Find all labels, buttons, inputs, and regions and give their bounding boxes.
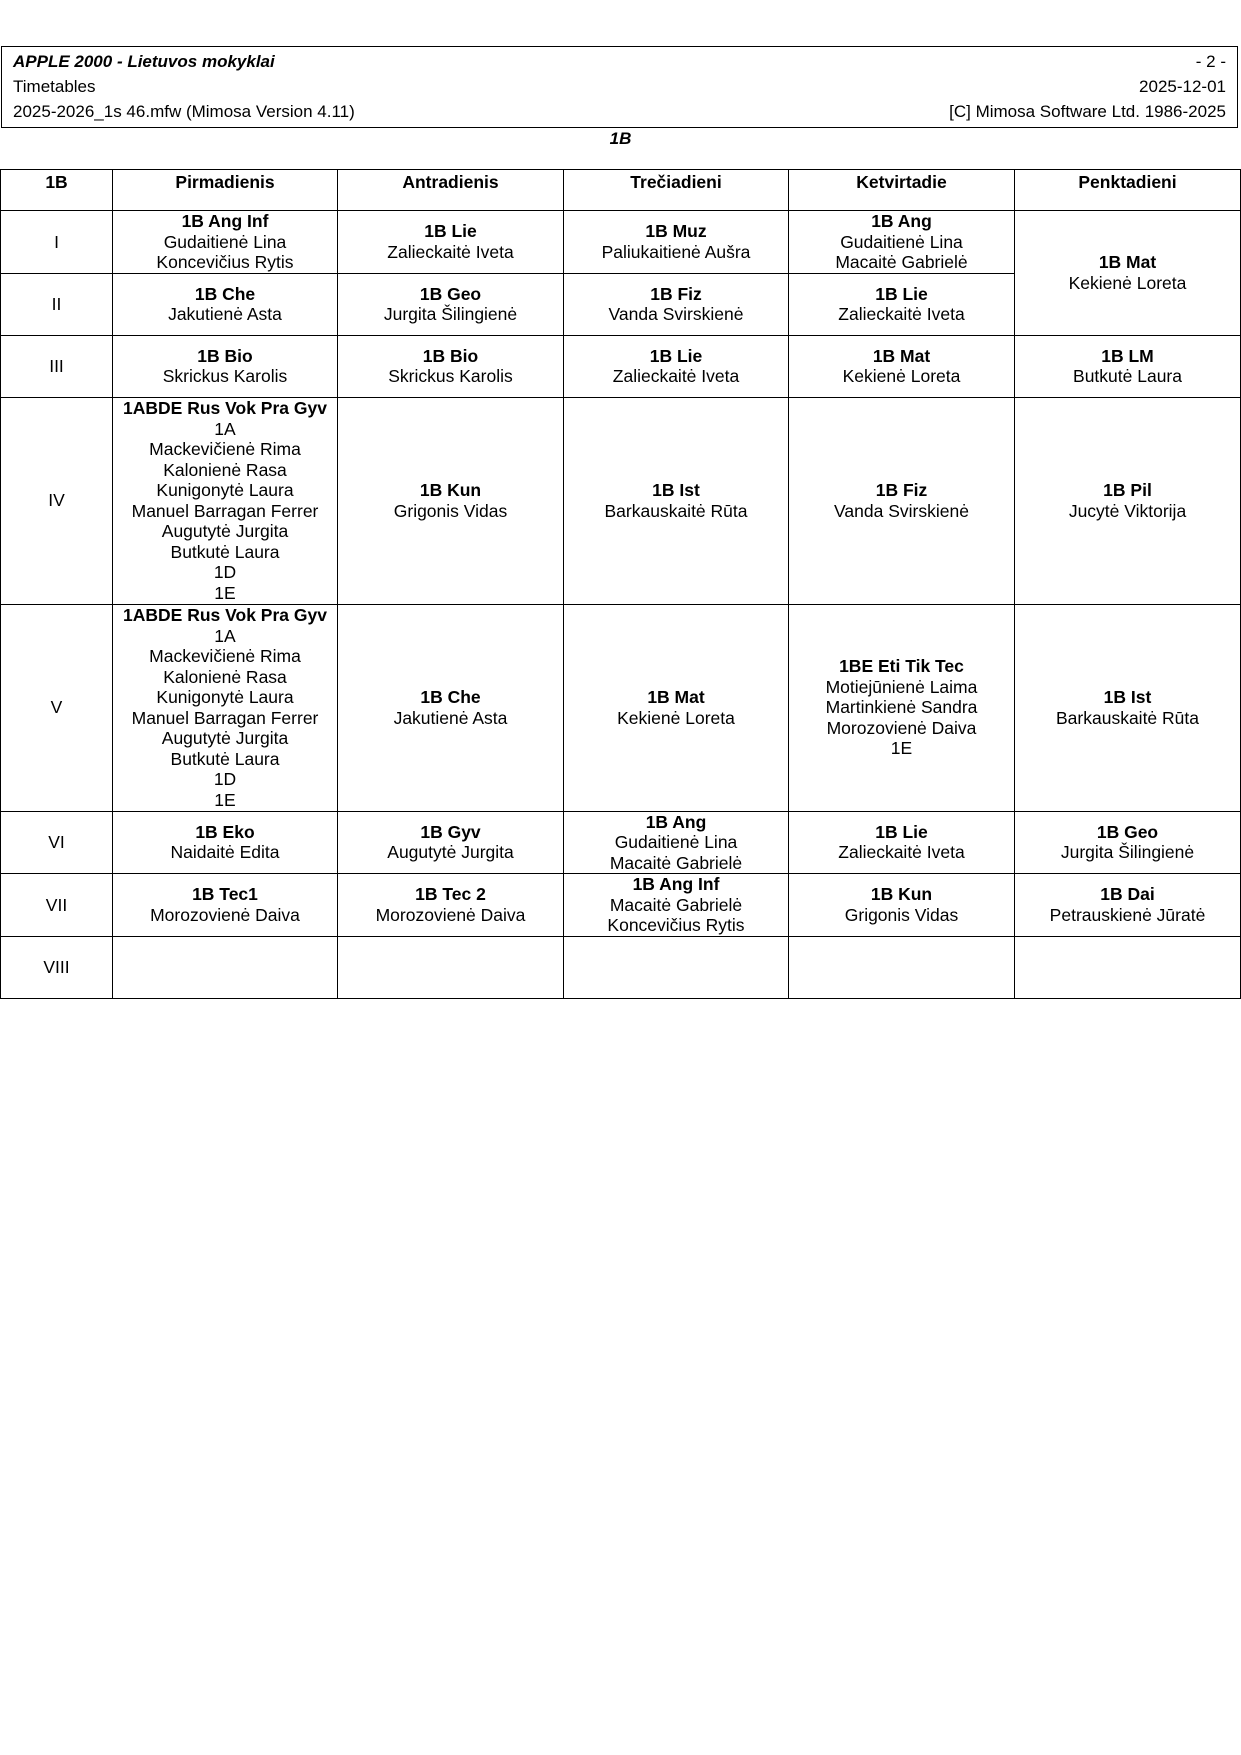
lesson-cell <box>338 397 564 604</box>
lesson-subject: 1B Ang Inf <box>181 211 269 231</box>
lesson-cell <box>113 273 338 335</box>
period-row <box>1 811 1241 874</box>
lesson-detail: Petrauskienė Jūratė <box>1049 904 1206 925</box>
lesson-detail: Augutytė Jurgita <box>161 521 289 541</box>
day-header-wednesday: Trečiadieni <box>564 170 789 211</box>
lesson-subject: 1B Ist <box>652 480 700 500</box>
lesson-detail: Grigonis Vidas <box>393 500 508 521</box>
timetable-grid <box>0 169 1241 999</box>
lesson-cell <box>113 397 338 604</box>
lesson-detail: Koncevičius Rytis <box>607 915 745 935</box>
lesson-detail: Kalonienė Rasa <box>163 666 287 687</box>
lesson-detail: Jucytė Viktorija <box>1068 500 1187 521</box>
lesson-detail: Manuel Barragan Ferrer <box>131 707 319 728</box>
lesson-subject: 1B Mat <box>872 345 931 366</box>
lesson-detail: Jakutienė Asta <box>393 707 508 728</box>
period-row <box>1 874 1241 937</box>
lesson-cell <box>338 335 564 397</box>
lesson-cell <box>789 604 1015 811</box>
print-date: 2025-12-01 <box>1139 77 1226 96</box>
lesson-cell <box>1015 604 1241 811</box>
lesson-subject: 1B Ang <box>645 811 707 832</box>
lesson-cell <box>1015 397 1241 604</box>
lesson-subject: 1B Mat <box>647 687 705 707</box>
lesson-subject: 1B Gyv <box>420 821 481 842</box>
page-number: - 2 - <box>1195 52 1226 71</box>
lesson-subject: 1B Ang <box>871 211 932 231</box>
lesson-detail: Zalieckaitė Iveta <box>838 304 965 324</box>
period-row <box>1 604 1241 811</box>
lesson-detail: Zalieckaitė Iveta <box>612 366 740 386</box>
lesson-cell <box>113 335 338 397</box>
lesson-detail: 1A <box>214 625 236 646</box>
lesson-detail: Martinkienė Sandra <box>825 697 978 718</box>
lesson-detail: Butkutė Laura <box>170 748 280 769</box>
period-row <box>1 397 1241 604</box>
lesson-subject: 1B Ang Inf <box>632 874 720 894</box>
period-label: II <box>1 273 113 335</box>
lesson-detail: Koncevičius Rytis <box>156 252 294 272</box>
lesson-cell <box>338 811 564 874</box>
lesson-detail: 1D <box>213 769 237 789</box>
lesson-subject: 1B Lie <box>875 283 928 304</box>
lesson-detail: Kunigonytė Laura <box>156 687 294 707</box>
lesson-cell <box>113 874 338 937</box>
file-name: 2025-2026_1s 46.mfw (Mimosa Version 4.11) <box>13 102 355 121</box>
lesson-cell <box>789 335 1015 397</box>
lesson-subject: 1B Dai <box>1100 884 1155 905</box>
lesson-cell <box>789 811 1015 874</box>
lesson-subject: 1ABDE Rus Vok Pra Gyv <box>123 605 327 625</box>
period-label: III <box>1 335 113 397</box>
lesson-cell <box>564 397 789 604</box>
lesson-detail: Zalieckaitė Iveta <box>838 842 965 863</box>
lesson-subject: 1B Pil <box>1103 480 1152 500</box>
day-header-friday: Penktadieni <box>1015 170 1241 211</box>
period-label: VIII <box>1 936 113 998</box>
lesson-detail: 1E <box>214 789 236 810</box>
lesson-detail: Morozovienė Daiva <box>375 904 526 925</box>
lesson-detail: Mackevičienė Rima <box>149 646 301 666</box>
lesson-detail: Morozovienė Daiva <box>826 717 977 738</box>
lesson-cell <box>113 936 338 998</box>
lesson-detail: Vanda Svirskienė <box>834 500 969 521</box>
lesson-subject: 1B Lie <box>875 821 928 842</box>
lesson-subject: 1B Fiz <box>875 480 928 500</box>
lesson-detail: Paliukaitienė Aušra <box>601 241 751 262</box>
lesson-detail: Skrickus Karolis <box>162 366 288 386</box>
lesson-detail: Mackevičienė Rima <box>149 439 301 459</box>
period-label: IV <box>1 397 113 604</box>
lesson-subject: 1B Muz <box>645 221 707 242</box>
lesson-subject: 1B Tec 2 <box>415 884 486 905</box>
lesson-detail: Gudaitienė Lina <box>614 832 738 852</box>
school-title: APPLE 2000 - Lietuvos mokyklai <box>13 52 275 71</box>
lesson-cell <box>338 211 564 274</box>
lesson-detail: Augutytė Jurgita <box>387 842 514 863</box>
lesson-detail: Zalieckaitė Iveta <box>387 241 514 262</box>
lesson-subject: 1B Lie <box>649 345 703 366</box>
lesson-detail: Gudaitienė Lina <box>163 231 287 252</box>
lesson-detail: Skrickus Karolis <box>388 366 513 386</box>
lesson-subject: 1B Che <box>420 687 481 707</box>
lesson-detail: Motiejūnienė Laima <box>825 676 978 697</box>
lesson-subject: 1B Tec1 <box>192 884 258 905</box>
lesson-subject: 1B Eko <box>195 821 255 842</box>
lesson-subject: 1B Fiz <box>650 283 702 304</box>
lesson-subject: 1B LM <box>1101 345 1154 366</box>
lesson-detail: Macaitė Gabrielė <box>835 252 968 272</box>
lesson-subject: 1B Bio <box>197 345 253 366</box>
lesson-subject: 1B Geo <box>1096 821 1159 842</box>
lesson-cell <box>789 397 1015 604</box>
lesson-detail: Macaitė Gabrielė <box>609 852 743 873</box>
lesson-detail: Morozovienė Daiva <box>150 904 300 925</box>
lesson-subject: 1B Geo <box>419 283 482 304</box>
lesson-cell <box>789 211 1015 274</box>
lesson-detail: Kekienė Loreta <box>617 707 735 728</box>
lesson-detail: Naidaitė Edita <box>170 842 280 863</box>
lesson-detail: Kalonienė Rasa <box>163 459 287 480</box>
lesson-cell <box>338 273 564 335</box>
lesson-detail: Grigonis Vidas <box>844 904 959 925</box>
lesson-subject: 1B Kun <box>870 884 933 905</box>
document-subtitle: Timetables <box>13 77 96 96</box>
lesson-subject: 1B Ist <box>1103 687 1152 707</box>
lesson-cell <box>564 604 789 811</box>
lesson-detail: Butkutė Laura <box>1073 366 1182 386</box>
lesson-cell <box>564 874 789 937</box>
lesson-detail: Jurgita Šilingienė <box>383 304 518 324</box>
header-left <box>13 49 355 124</box>
lesson-subject: 1BE Eti Tik Tec <box>839 656 964 677</box>
document-header <box>1 46 1238 128</box>
period-label: I <box>1 211 113 274</box>
lesson-cell <box>1015 335 1241 397</box>
lesson-detail: Kekienė Loreta <box>1068 272 1187 293</box>
lesson-detail: Kunigonytė Laura <box>156 480 294 500</box>
lesson-detail: 1E <box>890 738 913 759</box>
period-row <box>1 936 1241 998</box>
lesson-cell <box>113 211 338 274</box>
class-corner-cell: 1B <box>1 170 113 211</box>
period-label: V <box>1 604 113 811</box>
period-row <box>1 211 1241 274</box>
lesson-subject: 1B Lie <box>424 221 477 242</box>
lesson-detail: Macaitė Gabrielė <box>609 894 743 915</box>
lesson-cell <box>1015 211 1241 336</box>
period-row <box>1 335 1241 397</box>
lesson-cell <box>338 874 564 937</box>
lesson-cell <box>564 335 789 397</box>
copyright: [C] Mimosa Software Ltd. 1986-2025 <box>949 102 1226 121</box>
lesson-detail: Manuel Barragan Ferrer <box>131 500 319 521</box>
lesson-detail: Butkutė Laura <box>170 541 280 562</box>
lesson-cell <box>1015 874 1241 937</box>
lesson-detail: Vanda Svirskienė <box>608 304 744 324</box>
lesson-detail: Barkauskaitė Rūta <box>604 500 748 521</box>
day-header-thursday: Ketvirtadie <box>789 170 1015 211</box>
lesson-detail: 1D <box>213 562 237 582</box>
lesson-detail: 1E <box>214 582 236 603</box>
lesson-detail: Jurgita Šilingienė <box>1060 842 1195 863</box>
lesson-cell <box>338 604 564 811</box>
lesson-cell <box>789 273 1015 335</box>
lesson-cell <box>564 811 789 874</box>
period-label: VI <box>1 811 113 874</box>
lesson-cell <box>1015 811 1241 874</box>
lesson-subject: 1ABDE Rus Vok Pra Gyv <box>123 398 327 418</box>
lesson-cell <box>564 211 789 274</box>
timetable-title: 1B <box>609 129 632 148</box>
lesson-cell <box>789 936 1015 998</box>
lesson-cell <box>338 936 564 998</box>
lesson-detail: Jakutienė Asta <box>168 304 282 324</box>
days-header-row <box>1 170 1241 211</box>
lesson-cell <box>113 604 338 811</box>
lesson-detail: 1A <box>214 418 236 439</box>
day-header-tuesday: Antradienis <box>338 170 564 211</box>
lesson-detail: Augutytė Jurgita <box>161 728 289 748</box>
lesson-cell <box>564 273 789 335</box>
period-label: VII <box>1 874 113 937</box>
day-header-monday: Pirmadienis <box>113 170 338 211</box>
lesson-cell <box>789 874 1015 937</box>
lesson-cell <box>113 811 338 874</box>
lesson-subject: 1B Kun <box>419 480 482 500</box>
lesson-detail: Gudaitienė Lina <box>840 231 963 252</box>
lesson-cell <box>1015 936 1241 998</box>
lesson-detail: Barkauskaitė Rūta <box>1056 707 1199 728</box>
header-right <box>949 49 1226 124</box>
lesson-subject: 1B Bio <box>422 345 479 366</box>
lesson-subject: 1B Mat <box>1098 252 1157 273</box>
lesson-detail: Kekienė Loreta <box>842 366 961 386</box>
lesson-subject: 1B Che <box>194 283 256 304</box>
lesson-cell <box>564 936 789 998</box>
